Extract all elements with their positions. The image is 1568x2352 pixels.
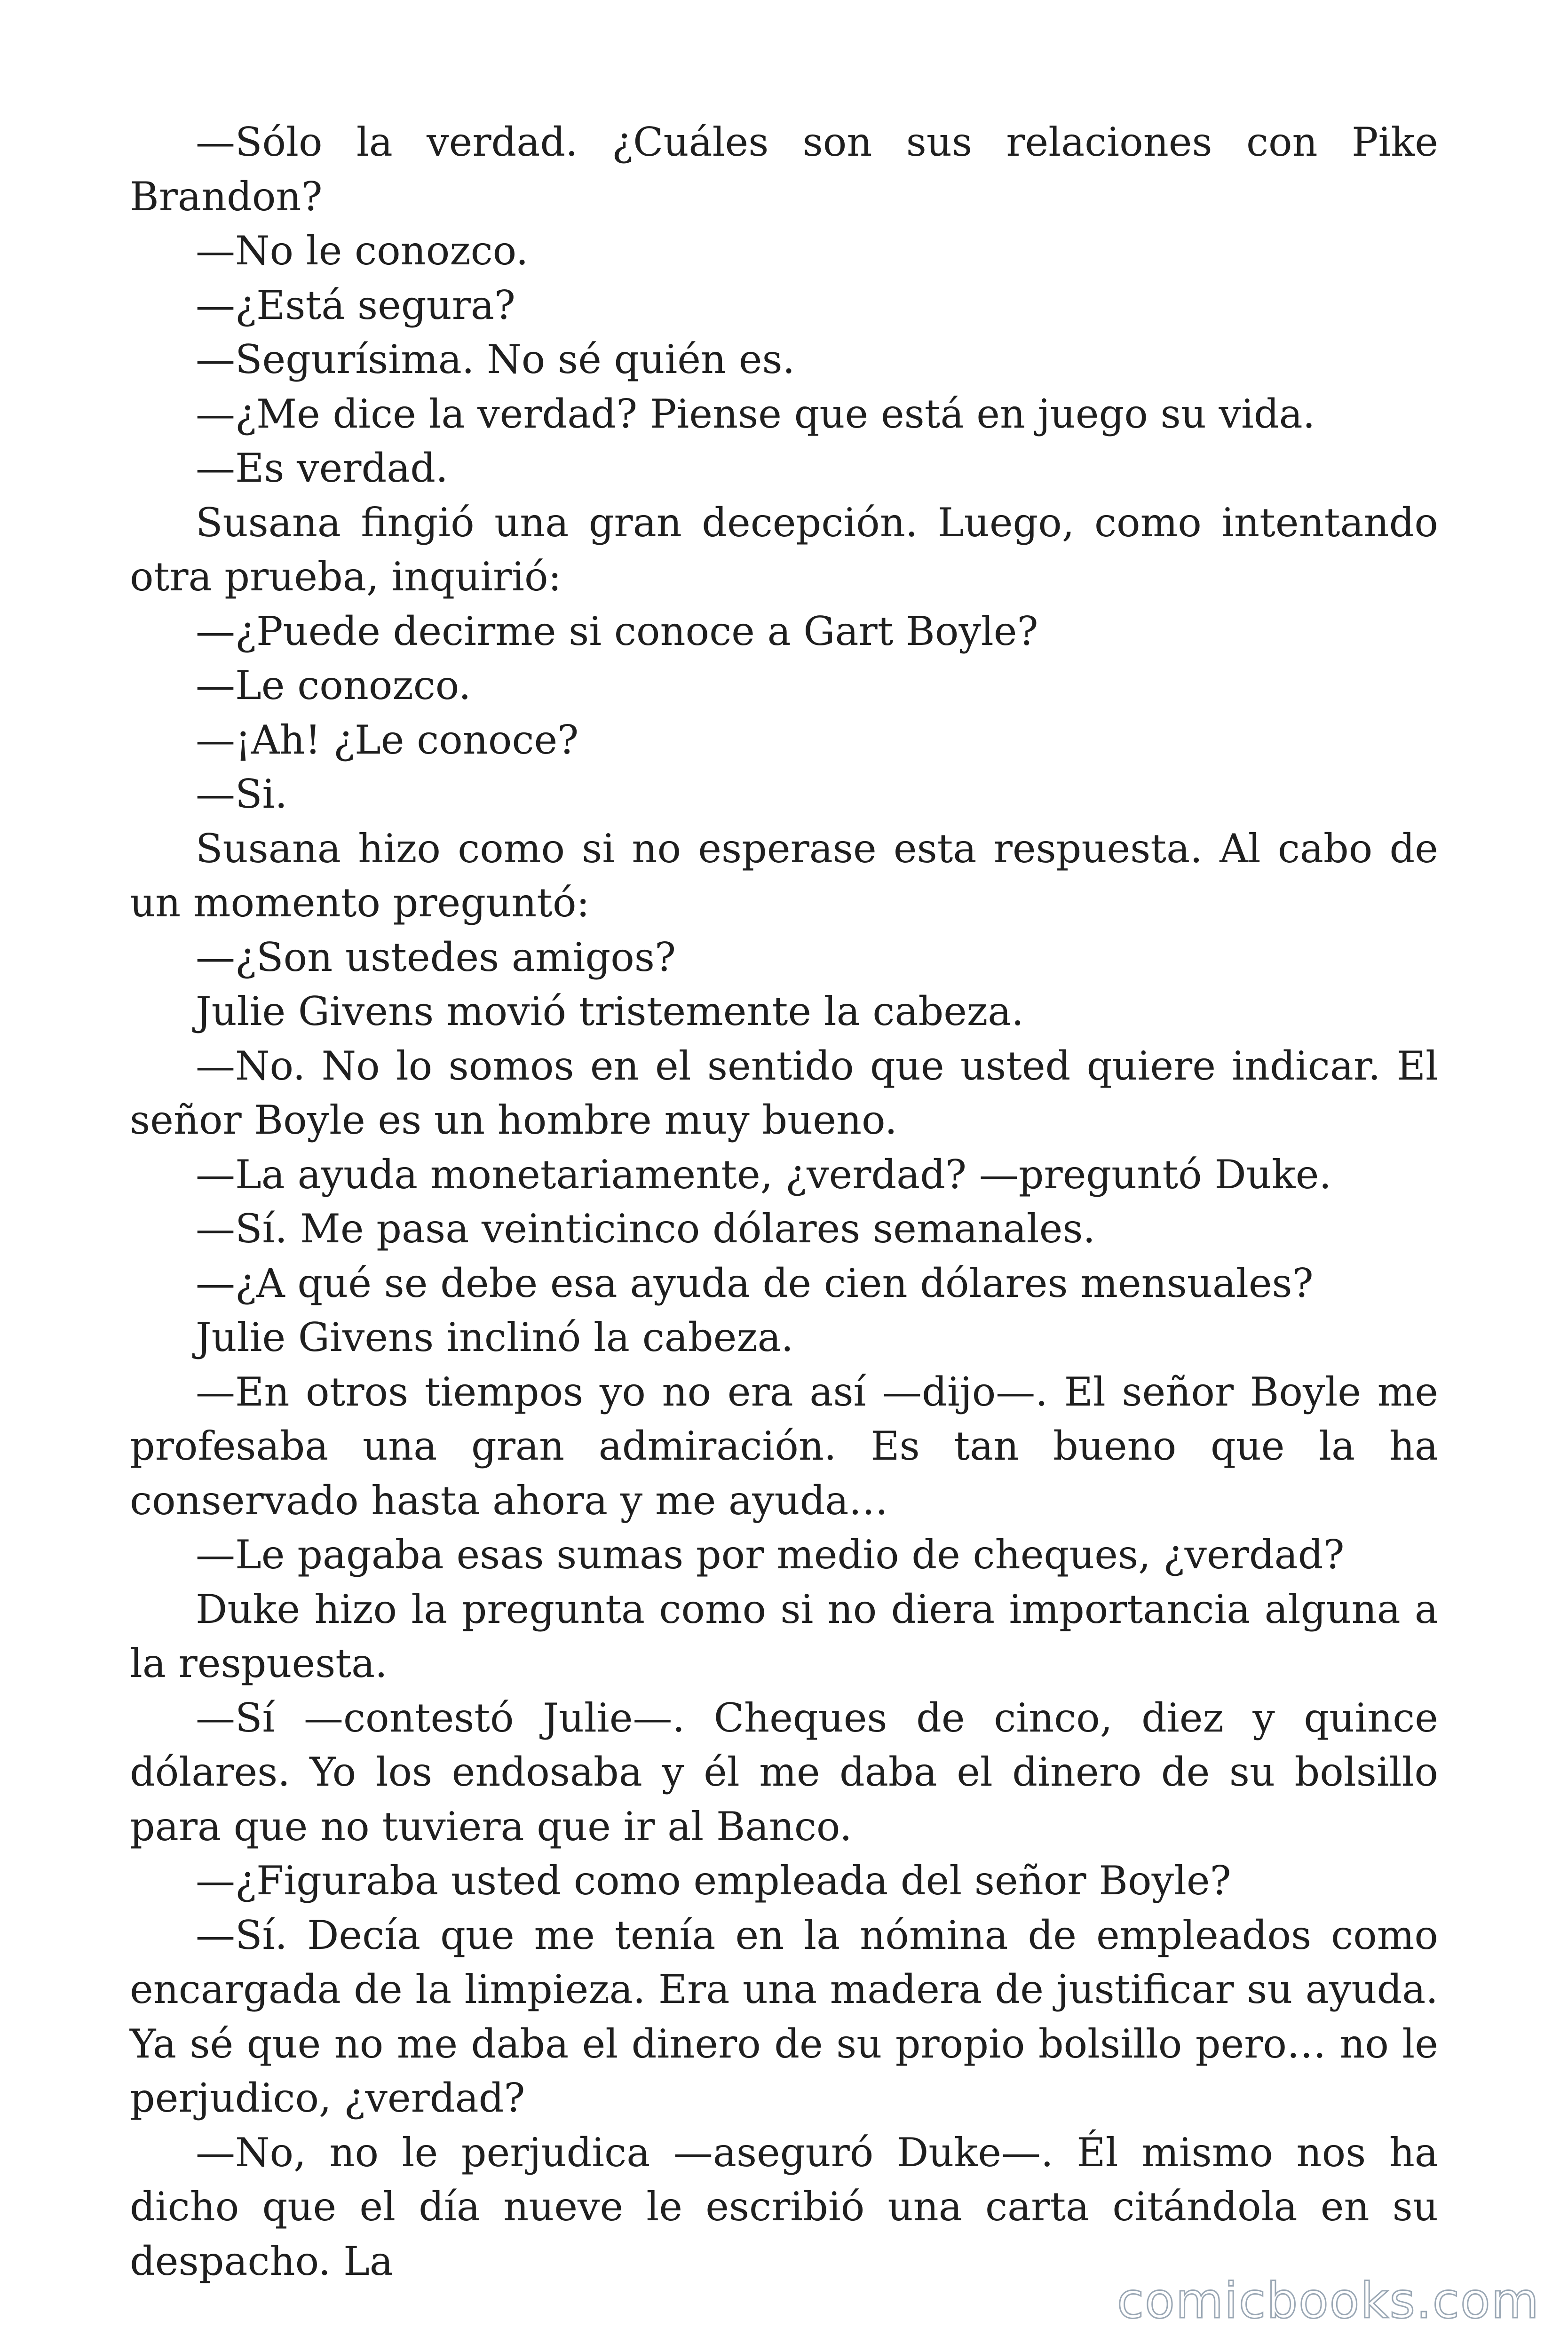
paragraph: —¡Ah! ¿Le conoce? [196, 716, 579, 763]
watermark: comicbooks.com [1117, 2272, 1540, 2329]
paragraph: —¿A qué se debe esa ayuda de cien dólares mensuales? [196, 1260, 1314, 1306]
paragraph: Julie Givens movió tristemente la cabeza. [196, 988, 1024, 1034]
paragraph: —¿Son ustedes amigos? [196, 934, 676, 980]
paragraph: —No. No lo somos en el sentido que usted quiere indicar. El señor Boyle es un hombre muy bueno. [130, 1042, 1438, 1143]
paragraph: —No, no le perjudica —aseguró Duke—. Él mismo nos ha dicho que el día nueve le escribió una carta citándola en su despacho. La [130, 2129, 1438, 2284]
paragraph: —Es verdad. [196, 445, 448, 491]
paragraph: —En otros tiempos yo no era así —dijo—. El señor Boyle me profesaba una gran admiración. Es tan bueno que la ha conservado hasta ahora y me ayuda… [130, 1368, 1438, 1524]
paragraph: —No le conozco. [196, 228, 529, 274]
paragraph: —Si. [196, 771, 288, 817]
paragraph: Susana fingió una gran decepción. Luego, como intentando otra prueba, inquirió: [130, 499, 1438, 600]
paragraph: —Sólo la verdad. ¿Cuáles son sus relaciones con Pike Brandon? [130, 119, 1438, 220]
paragraph: —¿Figuraba usted como empleada del señor Boyle? [196, 1858, 1231, 1904]
paragraph: —¿Me dice la verdad? Piense que está en juego su vida. [196, 390, 1315, 437]
paragraph: —Le conozco. [196, 662, 471, 708]
paragraph: Duke hizo la pregunta como si no diera importancia alguna a la respuesta. [130, 1586, 1438, 1686]
paragraph: —Sí. Me pasa veinticinco dólares semanales. [196, 1206, 1096, 1252]
page-text [130, 115, 1438, 2288]
paragraph: —¿Puede decirme si conoce a Gart Boyle? [196, 608, 1038, 654]
paragraph: —Sí —contestó Julie—. Cheques de cinco, diez y quince dólares. Yo los endosaba y él me daba el dinero de su bolsillo para que no tuviera que ir al Banco. [130, 1694, 1438, 1850]
paragraph: —Segurísima. No sé quién es. [196, 336, 795, 382]
paragraph: —La ayuda monetariamente, ¿verdad? —preguntó Duke. [196, 1151, 1332, 1198]
paragraph: Julie Givens inclinó la cabeza. [196, 1314, 794, 1360]
paragraph: —¿Está segura? [196, 282, 515, 328]
paragraph: —Sí. Decía que me tenía en la nómina de empleados como encargada de la limpieza. Era una madera de justificar su ayuda. Ya sé que no me daba el dinero de su propio bolsillo pero… no le perjudico, ¿verdad? [130, 1912, 1438, 2121]
paragraph: —Le pagaba esas sumas por medio de cheques, ¿verdad? [196, 1532, 1345, 1578]
paragraph: Susana hizo como si no esperase esta respuesta. Al cabo de un momento preguntó: [130, 825, 1438, 926]
